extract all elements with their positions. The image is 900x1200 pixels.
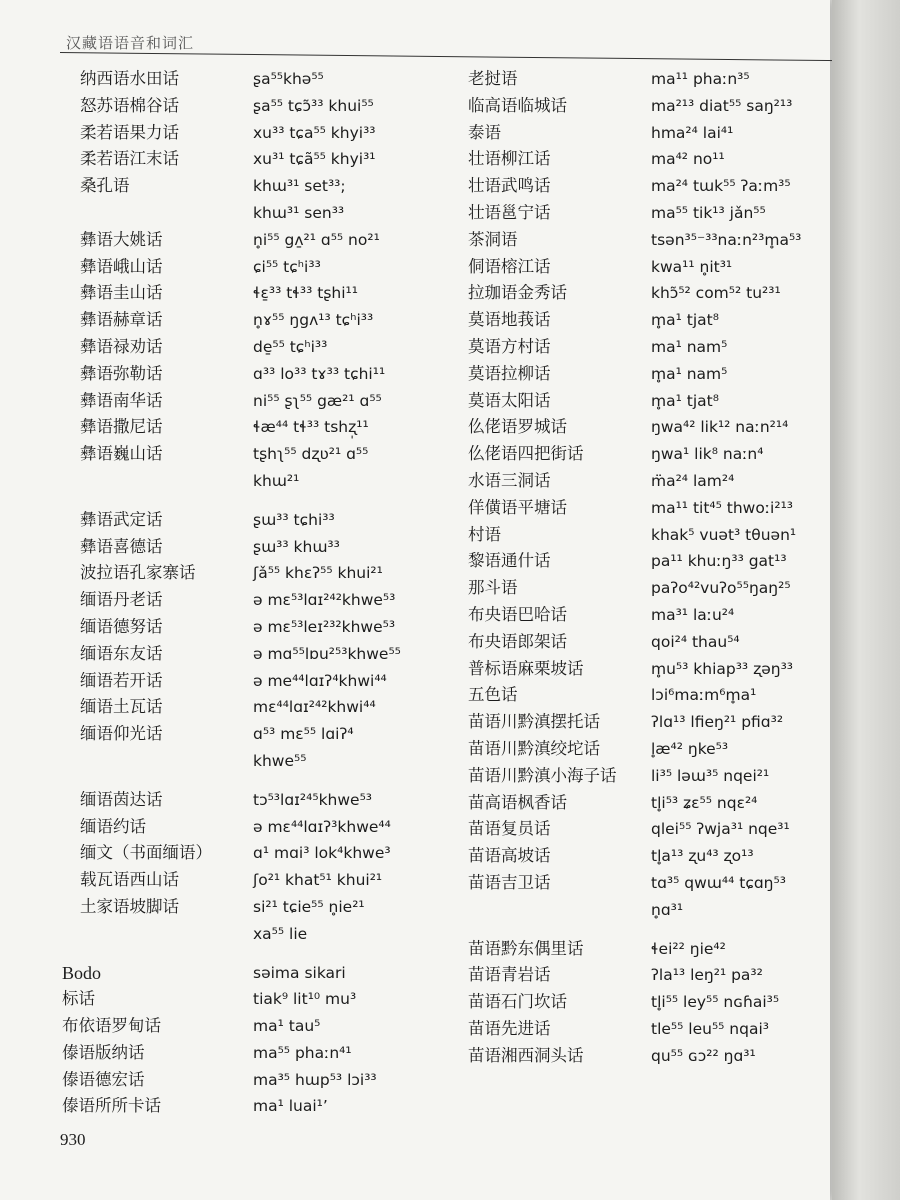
adjacent-page-edge (832, 0, 900, 1200)
phonetic-form: tle⁵⁵ leu⁵⁵ nqai³ (651, 1019, 769, 1038)
entry-row (60, 668, 450, 695)
entry-row (60, 1093, 450, 1120)
phonetic-form: khak⁵ vuət³ tθuən¹ (651, 525, 797, 544)
language-name: 彝语武定话 (80, 509, 163, 529)
entry-row (60, 66, 450, 93)
language-name: 苗语青岩话 (468, 965, 551, 985)
language-name: 苗语吉卫话 (468, 872, 551, 892)
phonetic-form: de̱⁵⁵ tɕʰi³³ (253, 337, 328, 356)
phonetic-form: m̥a¹ nam⁵ (651, 364, 728, 383)
phonetic-form: ʔlɑ¹³ lfieŋ²¹ pfiɑ³² (651, 713, 784, 732)
entry-row (468, 227, 813, 254)
entry-row (60, 146, 450, 173)
language-name: 泰语 (468, 122, 501, 142)
entry-row (468, 936, 813, 963)
phonetic-form: khɯ²¹ (253, 471, 300, 490)
phonetic-form: xu³³ tɕa⁵⁵ khyi³³ (253, 123, 376, 142)
right-column (468, 66, 813, 1069)
phonetic-form: ma²⁴ tɯk⁵⁵ ʔaːm³⁵ (651, 177, 791, 196)
language-name: 纳西语水田话 (80, 69, 179, 88)
entry-row (468, 307, 813, 334)
entry-row (60, 814, 450, 841)
language-name: 那斗语 (468, 578, 518, 598)
language-name: 莫语方村话 (468, 336, 551, 356)
entry-row (468, 1016, 813, 1043)
entry-row (60, 120, 450, 147)
language-name: 怒苏语棉谷话 (80, 95, 179, 115)
entry-row (60, 361, 450, 388)
entry-row (60, 921, 450, 948)
language-name: 彝语峨山话 (80, 256, 163, 276)
language-name: 仫佬语罗城话 (468, 417, 567, 437)
language-name: 布依语罗甸话 (62, 1016, 161, 1036)
phonetic-form: ɑ³³ lo³³ tɤ³³ tɕhi¹¹ (253, 364, 386, 383)
language-name: 彝语弥勒话 (80, 363, 163, 383)
language-name: 莫语拉柳话 (468, 363, 551, 383)
phonetic-form: ma¹¹ phaːn³⁵ (651, 70, 750, 88)
entry-row (468, 120, 813, 147)
entry-row (468, 816, 813, 843)
language-name: 壮语武鸣话 (468, 176, 551, 196)
language-name: 土家语坡脚话 (80, 896, 179, 916)
phonetic-form: paʔo⁴²vuʔo⁵⁵ŋaŋ²⁵ (651, 579, 791, 598)
entry-row (468, 522, 813, 549)
language-name: 拉珈语金秀话 (468, 283, 567, 303)
entry-row (468, 495, 813, 522)
entry-row (468, 66, 813, 93)
entry-row (468, 361, 813, 388)
language-name: 彝语巍山话 (80, 444, 163, 464)
language-name: 水语三洞话 (468, 470, 551, 490)
entry-row (60, 534, 450, 561)
phonetic-form: ə me⁴⁴lɑɪʔ⁴khwi⁴⁴ (253, 671, 387, 690)
phonetic-form: tl̥i⁵⁵ ley⁵⁵ nɢɦai³⁵ (651, 993, 780, 1012)
entry-row (60, 254, 450, 281)
language-name: 苗语先进话 (468, 1018, 551, 1038)
phonetic-form: n̥ɤ⁵⁵ ŋgʌ¹³ tɕʰi³³ (253, 311, 374, 330)
entry-row (60, 441, 450, 468)
entry-row (468, 790, 813, 817)
entry-row (60, 560, 450, 587)
entry-row (60, 867, 450, 894)
phonetic-form: n̥i⁵⁵ gʌ̱²¹ ɑ⁵⁵ no²¹ (253, 230, 380, 249)
left-column (60, 66, 450, 1120)
language-name: 傣语德宏话 (62, 1069, 145, 1089)
entry-row (60, 414, 450, 441)
entry-row (60, 986, 450, 1013)
phonetic-form: lɔi⁶maːm⁶m̥a¹ (651, 686, 757, 705)
language-name: 傣语版纳话 (62, 1042, 145, 1062)
language-name: 傣语所所卡话 (62, 1096, 161, 1116)
phonetic-form: ma⁵⁵ phaːn⁴¹ (253, 1043, 352, 1062)
entry-row (60, 507, 450, 534)
phonetic-form: ʂɯ³³ khɯ³³ (253, 537, 340, 556)
entry-row (60, 748, 450, 775)
language-name: 临高语临城话 (468, 95, 567, 115)
entry-row (60, 1040, 450, 1067)
phonetic-form: ma⁵⁵ tik¹³ jǎn⁵⁵ (651, 203, 766, 222)
language-name: 村语 (468, 524, 501, 544)
entry-row (60, 960, 450, 987)
language-name: 老挝语 (468, 69, 518, 88)
entry-row (468, 763, 813, 790)
entry-row (468, 93, 813, 120)
entry-row (60, 587, 450, 614)
language-name: 缅语德努话 (80, 616, 163, 636)
language-name: 茶洞语 (468, 229, 518, 249)
phonetic-form: hma²⁴ lai⁴¹ (651, 123, 734, 142)
entry-row (468, 629, 813, 656)
phonetic-form: ma¹¹ tit⁴⁵ thwoːi²¹³ (651, 498, 793, 517)
phonetic-form: ɑ¹ mɑi³ lok⁴khwe³ (253, 844, 391, 863)
phonetic-form: səima sikari (253, 963, 346, 982)
phonetic-form: ʂa⁵⁵khə⁵⁵ (253, 70, 324, 88)
language-name: 莫语地莪话 (468, 310, 551, 330)
entry-row (60, 388, 450, 415)
language-name: 仫佬语四把街话 (468, 444, 584, 464)
entry-row (468, 388, 813, 415)
language-name: 柔若语果力话 (80, 122, 179, 142)
language-name: 彝语圭山话 (80, 283, 163, 303)
entry-row (60, 173, 450, 200)
entry-row (468, 254, 813, 281)
language-name: 彝语赫章话 (80, 310, 163, 330)
entry-row (60, 614, 450, 641)
language-name: 缅语土瓦话 (80, 697, 163, 717)
phonetic-form: ʂɯ³³ tɕhi³³ (253, 510, 335, 529)
entry-row (468, 173, 813, 200)
phonetic-form: pa¹¹ khuːŋ³³ gat¹³ (651, 552, 787, 571)
phonetic-form: xu³¹ tɕã⁵⁵ khyi³¹ (253, 150, 376, 169)
phonetic-form: tl̥a¹³ ʐu⁴³ ʐo¹³ (651, 847, 754, 866)
phonetic-form: ʂa⁵⁵ tɕɔ̃³³ khui⁵⁵ (253, 96, 374, 115)
language-name: 苗语复员话 (468, 819, 551, 839)
language-name: 苗语石门坎话 (468, 992, 567, 1012)
language-name: 苗高语枫香话 (468, 792, 567, 812)
phonetic-form: ma²¹³ diat⁵⁵ saŋ²¹³ (651, 96, 793, 115)
phonetic-form: ma³⁵ hɯp⁵³ lɔi³³ (253, 1070, 377, 1089)
entry-row (468, 334, 813, 361)
language-name: 波拉语孔家寨话 (80, 563, 196, 583)
language-name: 彝语大姚话 (80, 229, 163, 249)
phonetic-form: ɕi⁵⁵ tɕʰi³³ (253, 257, 321, 276)
entry-row (60, 307, 450, 334)
language-name: 苗语湘西洞头话 (468, 1045, 584, 1065)
phonetic-form: ʃǎ⁵⁵ khɛʔ⁵⁵ khui²¹ (253, 564, 383, 583)
entry-row (60, 840, 450, 867)
language-name: 普标语麻栗坡话 (468, 658, 584, 678)
language-name: 莫语太阳话 (468, 390, 551, 410)
entry-row (468, 548, 813, 575)
entry-row (468, 682, 813, 709)
phonetic-form: tiak⁹ lit¹⁰ mu³ (253, 990, 357, 1009)
entry-row (468, 870, 813, 897)
entry-row (60, 787, 450, 814)
language-name: 缅语丹老话 (80, 590, 163, 610)
phonetic-form: khɯ³¹ sen³³ (253, 203, 345, 222)
language-name: 壮语柳江话 (468, 149, 551, 169)
entry-row (468, 146, 813, 173)
phonetic-form: ə mɛ⁵³leɪ²³²khwe⁵³ (253, 617, 396, 636)
phonetic-form: si²¹ tɕie⁵⁵ n̥ie²¹ (253, 897, 365, 916)
phonetic-form: ma¹ tau⁵ (253, 1017, 321, 1036)
phonetic-form: ma³¹ laːu²⁴ (651, 605, 735, 624)
entry-row (60, 334, 450, 361)
language-name: 缅文（书面缅语） (80, 843, 212, 863)
entry-row (468, 468, 813, 495)
entry-row (468, 962, 813, 989)
phonetic-form: m̥a¹ tjat⁸ (651, 391, 719, 410)
entry-row (468, 280, 813, 307)
phonetic-form: ni⁵⁵ ʂʅ⁵⁵ gæ²¹ ɑ⁵⁵ (253, 391, 382, 410)
phonetic-form: kwa¹¹ n̥it³¹ (651, 257, 733, 276)
entry-row (60, 694, 450, 721)
language-name: 桑孔语 (80, 176, 130, 196)
language-name: 缅语约话 (80, 816, 146, 836)
phonetic-form: l̥æ⁴² ŋke⁵³ (651, 739, 729, 758)
entry-row (60, 280, 450, 307)
entry-row (468, 602, 813, 629)
entry-row (468, 575, 813, 602)
language-name: 缅语东友话 (80, 643, 163, 663)
phonetic-form: m̈a²⁴ lam²⁴ (651, 471, 735, 490)
entry-row (60, 894, 450, 921)
language-name: 苗语高坡话 (468, 846, 551, 866)
language-name: 彝语南华话 (80, 390, 163, 410)
phonetic-form: ə mɛ⁵³lɑɪ²⁴²khwe⁵³ (253, 591, 396, 610)
phonetic-form: m̥u⁵³ khiap³³ ʐəŋ³³ (651, 659, 793, 678)
language-name: 苗语川黔滇小海子话 (468, 765, 617, 785)
language-name: 缅语茵达话 (80, 789, 163, 809)
entry-row (60, 227, 450, 254)
phonetic-form: ŋwa¹ lik⁸ naːn⁴ (651, 445, 764, 464)
language-name: 苗语川黔滇绞坨话 (468, 738, 600, 758)
phonetic-form: tl̥i⁵³ ʑɛ⁵⁵ nqɛ²⁴ (651, 793, 758, 812)
language-name: 苗语川黔滇摆托话 (468, 712, 600, 732)
entry-row (468, 1043, 813, 1070)
phonetic-form: ɬæ⁴⁴ tɬ³³ tshʐ̩¹¹ (253, 418, 369, 437)
phonetic-form: ə mɑ⁵⁵lɒu²⁵³khwe⁵⁵ (253, 644, 401, 663)
phonetic-form: khwe⁵⁵ (253, 751, 307, 770)
language-name: 五色话 (468, 685, 518, 705)
language-name: 侗语榕江话 (468, 256, 551, 276)
language-name: 彝语禄劝话 (80, 336, 163, 356)
entry-row (60, 1067, 450, 1094)
phonetic-form: khɔ̃⁵² com⁵² tu²³¹ (651, 284, 781, 303)
entry-row (468, 736, 813, 763)
phonetic-form: ʔla¹³ leŋ²¹ pa³² (651, 966, 763, 985)
header-rule (60, 52, 840, 61)
phonetic-form: mɛ⁴⁴lɑɪ²⁴²khwi⁴⁴ (253, 698, 376, 717)
entry-row (468, 414, 813, 441)
language-name: 佯僙语平塘话 (468, 497, 567, 517)
phonetic-form: ma¹ nam⁵ (651, 337, 728, 356)
phonetic-form: ɬɛ̱³³ tɬ³³ tʂhi¹¹ (253, 284, 358, 303)
language-name: 缅语若开话 (80, 670, 163, 690)
running-head: 汉藏语语音和词汇 (66, 34, 195, 52)
entry-row (60, 93, 450, 120)
entry-row (60, 200, 450, 227)
entry-row (468, 200, 813, 227)
language-name: 柔若语江末话 (80, 149, 179, 169)
entry-row (468, 897, 813, 924)
phonetic-form: ɬei²² ŋie⁴² (651, 939, 726, 958)
language-name: 布央语巴哈话 (468, 604, 567, 624)
entry-row (468, 709, 813, 736)
entry-row (60, 721, 450, 748)
phonetic-form: ʃo²¹ khat⁵¹ khui²¹ (253, 871, 383, 890)
language-name: 黎语通什话 (468, 551, 551, 571)
entry-row (468, 441, 813, 468)
phonetic-form: li³⁵ ləɯ³⁵ nqei²¹ (651, 766, 770, 785)
entry-row (60, 641, 450, 668)
phonetic-form: qu⁵⁵ ɢɔ²² ŋɑ³¹ (651, 1046, 756, 1065)
entry-row (60, 468, 450, 495)
phonetic-form: m̥a¹ tjat⁸ (651, 311, 719, 330)
language-name: 彝语撒尼话 (80, 417, 163, 437)
language-name: 缅语仰光话 (80, 724, 163, 744)
phonetic-form: khɯ³¹ set³³; (253, 177, 346, 196)
phonetic-form: qoi²⁴ thau⁵⁴ (651, 632, 740, 651)
language-name: 布央语郎架话 (468, 631, 567, 651)
phonetic-form: ɑ⁵³ mɛ⁵⁵ lɑiʔ⁴ (253, 725, 354, 744)
entry-row (468, 656, 813, 683)
page-number: 930 (60, 1130, 86, 1149)
phonetic-form: tɑ³⁵ qwɯ⁴⁴ tɕɑŋ⁵³ (651, 873, 786, 892)
phonetic-form: ma¹ luai¹ʼ (253, 1097, 328, 1116)
phonetic-form: tsən³⁵⁻³³naːn²³m̥a⁵³ (651, 230, 802, 249)
language-name: 载瓦语西山话 (80, 870, 179, 890)
entry-row (60, 1013, 450, 1040)
language-name: 标话 (62, 989, 95, 1009)
language-name: 壮语邕宁话 (468, 202, 551, 222)
phonetic-form: ma⁴² no¹¹ (651, 150, 725, 169)
language-name: Bodo (62, 962, 102, 983)
phonetic-form: ŋwa⁴² lik¹² naːn²¹⁴ (651, 418, 789, 437)
phonetic-form: tʂhʅ⁵⁵ dʐʋ²¹ ɑ⁵⁵ (253, 445, 369, 464)
language-name: 苗语黔东偶里话 (468, 938, 584, 958)
entry-row (468, 989, 813, 1016)
phonetic-form: ə mɛ⁴⁴lɑɪʔ³khwe⁴⁴ (253, 817, 391, 836)
entry-row (468, 843, 813, 870)
language-name: 彝语喜德话 (80, 536, 163, 556)
phonetic-form: qlei⁵⁵ ʔwja³¹ nqe³¹ (651, 820, 790, 839)
phonetic-form: xa⁵⁵ lie (253, 924, 308, 943)
phonetic-form: n̥ɑ³¹ (651, 900, 684, 919)
phonetic-form: tɔ⁵³lɑɪ²⁴⁵khwe⁵³ (253, 790, 373, 809)
